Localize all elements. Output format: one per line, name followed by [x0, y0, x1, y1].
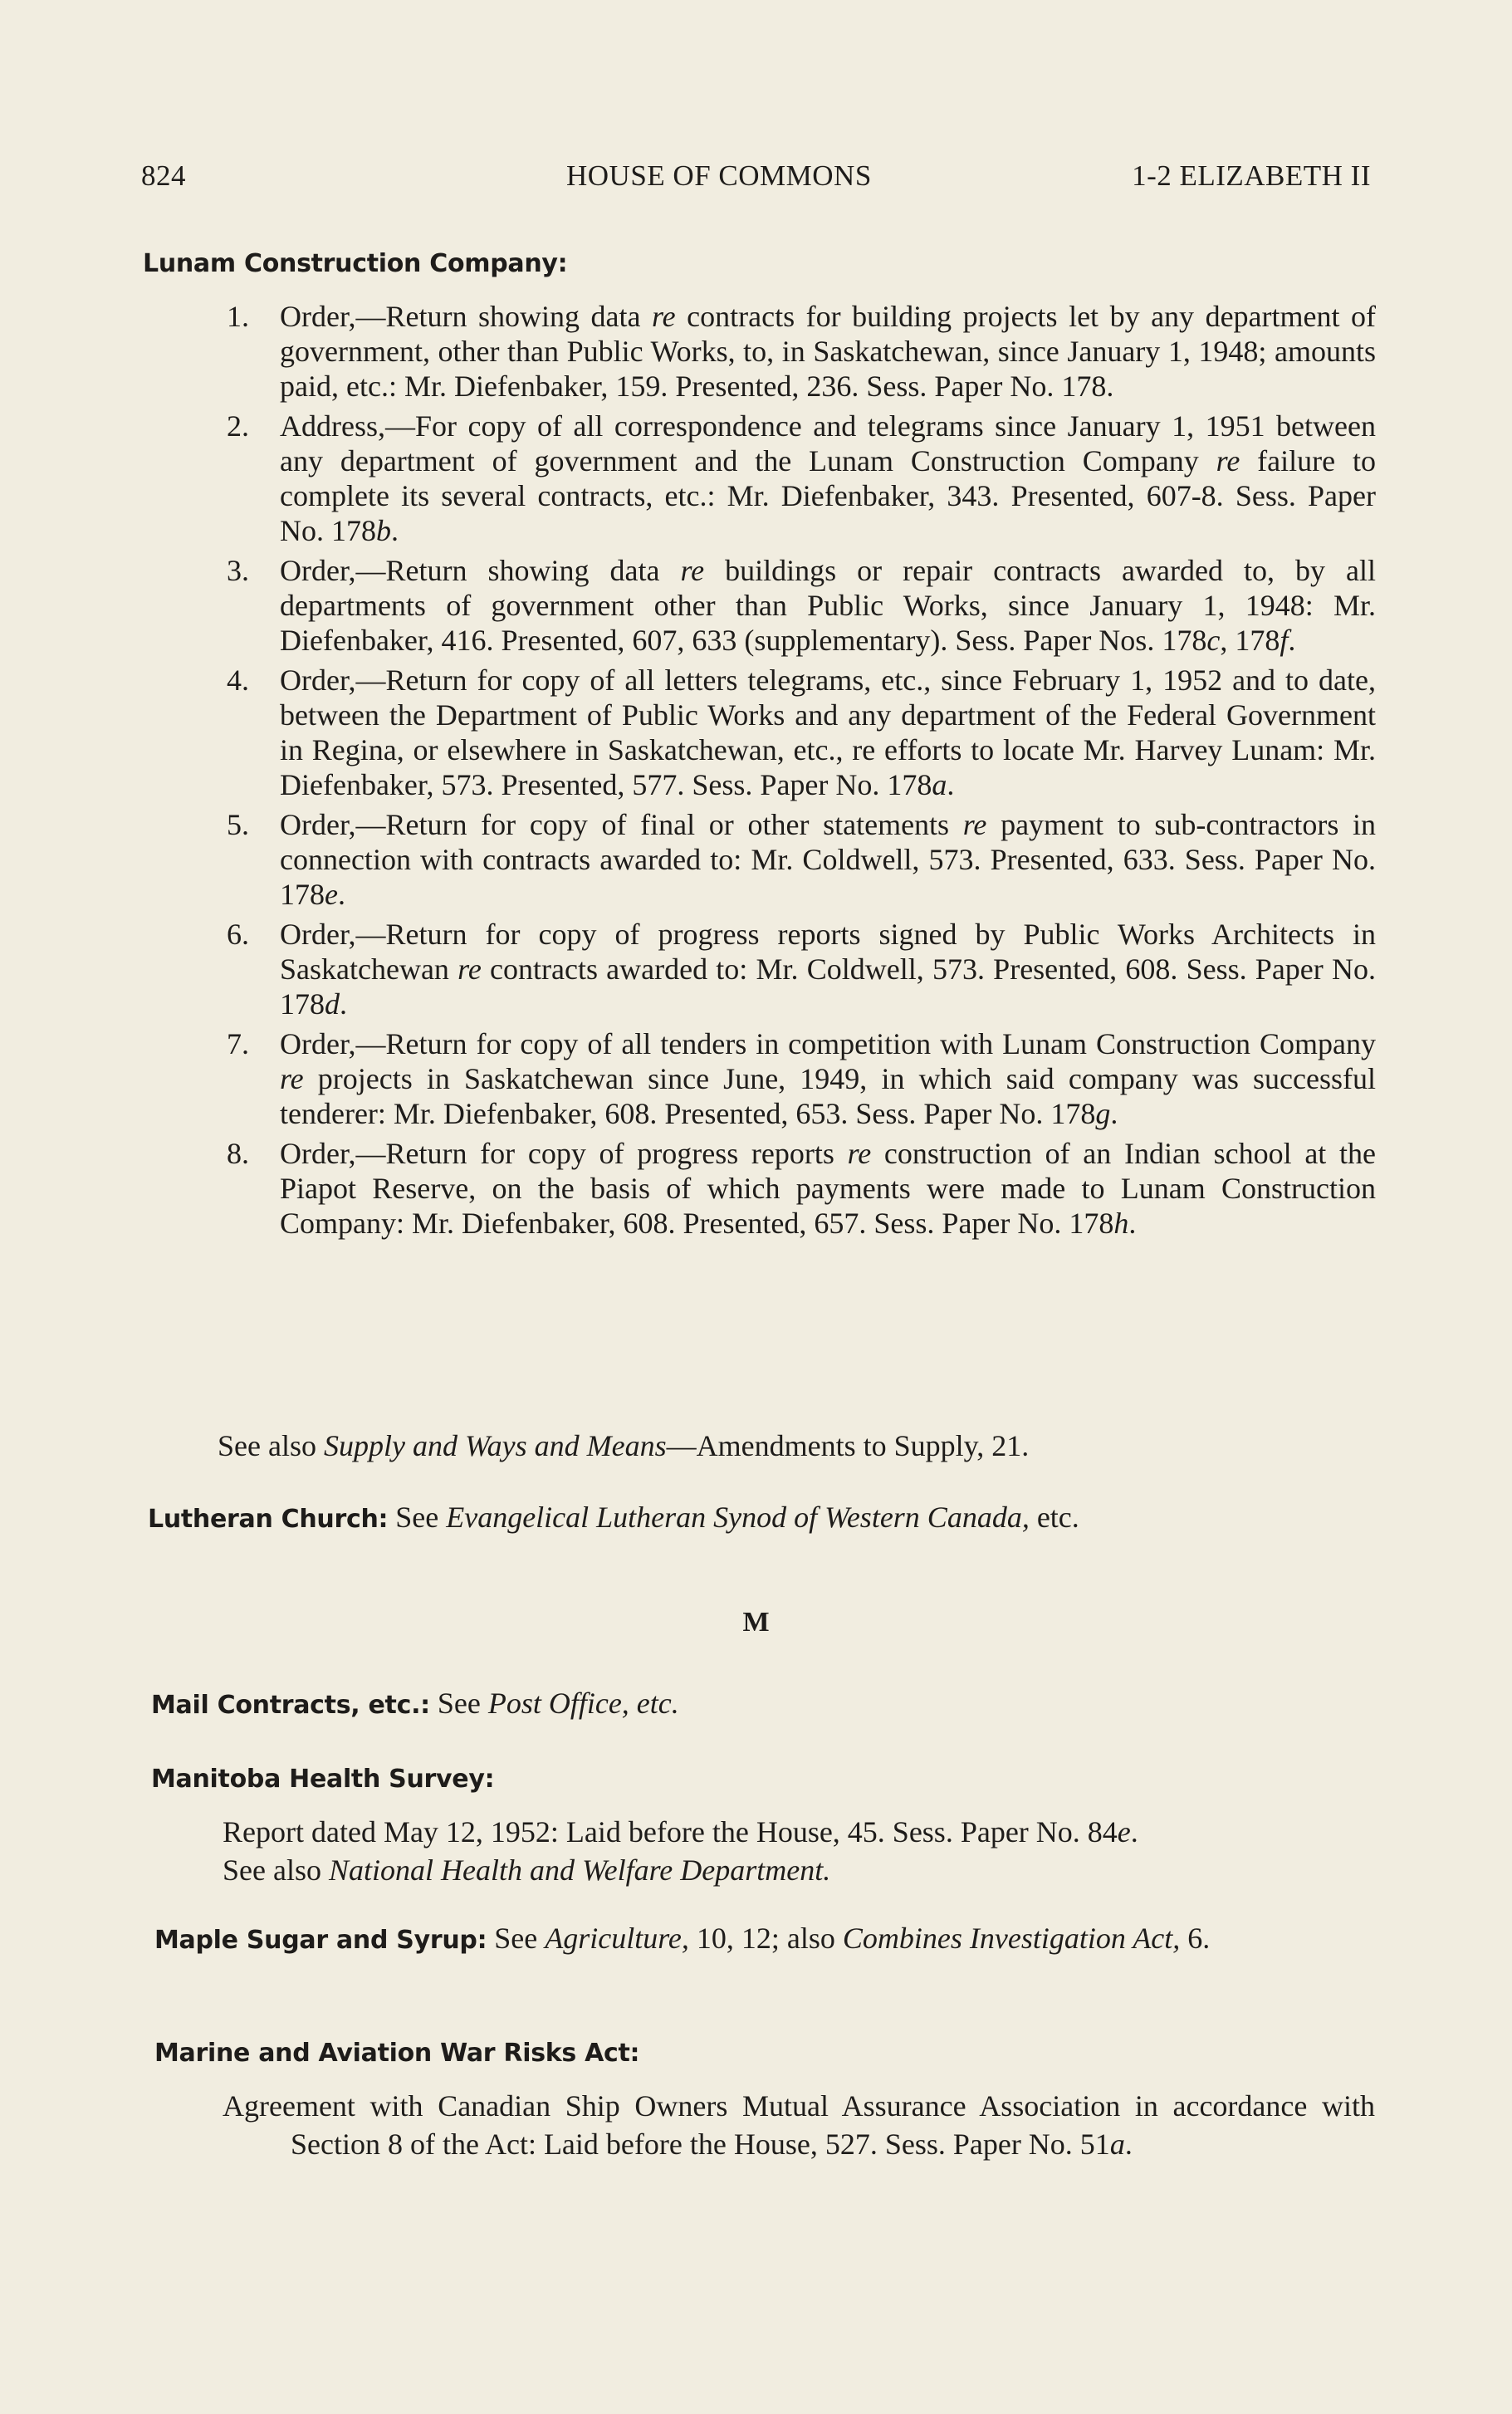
entry-number: 3.: [227, 554, 249, 587]
entry-7: 7. Order,—Return for copy of all tenders in competition with Lunam Construction Company re projects in Saskatchewan since June, 1949, in which said company was successful tenderer: Mr. Diefenbaker, 608. Presented, 653. Sess. Paper No. 178g.: [227, 1027, 1376, 1130]
manitoba-entry: Report dated May 12, 1952: Laid before the House, 45. Sess. Paper No. 84e. See also National Health and Welfare Department.: [223, 1815, 1138, 1887]
entry-number: 4.: [227, 663, 249, 697]
entry-number: 8.: [227, 1137, 249, 1170]
heading-manitoba: Manitoba Health Survey:: [151, 1765, 495, 1794]
page-number: 824: [141, 159, 186, 192]
maple-entry: Maple Sugar and Syrup: See Agriculture, 10, 12; also Combines Investigation Act, 6.: [154, 1922, 1211, 1955]
marine-entry: Agreement with Canadian Ship Owners Mutual Assurance Association in accordance with Section 8 of the Act: Laid before the House, 527. Sess. Paper No. 51a.: [223, 2089, 1375, 2161]
entry-6: 6. Order,—Return for copy of progress reports signed by Public Works Architects in Saskatchewan re contracts awarded to: Mr. Coldwell, 573. Presented, 608. Sess. Paper No. 178d.: [227, 918, 1376, 1021]
running-session: 1-2 ELIZABETH II: [1132, 159, 1371, 192]
entry-number: 7.: [227, 1027, 249, 1060]
section-letter: M: [742, 1607, 770, 1638]
entry-number: 1.: [227, 300, 249, 333]
entry-number: 6.: [227, 918, 249, 951]
lunam-entries: [203, 299, 1376, 1246]
heading-mail-contracts: Mail Contracts, etc.: See Post Office, etc.: [151, 1687, 679, 1720]
heading-lutheran: Lutheran Church: See Evangelical Lutheran Synod of Western Canada, etc.: [148, 1501, 1079, 1534]
entry-4: 4. Order,—Return for copy of all letters telegrams, etc., since February 1, 1952 and to date, between the Department of Public Works and any department of the Federal Government in Regina, or elsewhere in Saskatchewan, etc., re efforts to locate Mr. Harvey Lunam: Mr. Diefenbaker, 573. Presented, 577. Sess. Paper No. 178a.: [227, 663, 1376, 801]
entry-8: 8. Order,—Return for copy of progress reports re construction of an Indian school at the Piapot Reserve, on the basis of which payments were made to Lunam Construction Company: Mr. Diefenbaker, 608. Presented, 657. Sess. Paper No. 178h.: [227, 1137, 1376, 1240]
entry-number: 5.: [227, 808, 249, 841]
entry-2: 2. Address,—For copy of all correspondence and telegrams since January 1, 1951 between any department of government and the Lunam Construction Company re failure to complete its several contracts, etc.: Mr. Diefenbaker, 343. Presented, 607-8. Sess. Paper No. 178b.: [227, 409, 1376, 547]
entry-5: 5. Order,—Return for copy of final or other statements re payment to sub-contractors in connection with contracts awarded to: Mr. Coldwell, 573. Presented, 633. Sess. Paper No. 178e.: [227, 808, 1377, 911]
entry-1: 1. Order,—Return showing data re contracts for building projects let by any department of government, other than Public Works, to, in Saskatchewan, since January 1, 1948; amounts paid, etc.: Mr. Diefenbaker, 159. Presented, 236. Sess. Paper No. 178.: [227, 300, 1376, 403]
heading-maple: Maple Sugar and Syrup:: [154, 1926, 487, 1955]
lunam-see-also: See also Supply and Ways and Means—Amendments to Supply, 21.: [218, 1429, 1030, 1462]
entry-number: 2.: [227, 409, 249, 443]
heading-marine: Marine and Aviation War Risks Act:: [154, 2039, 640, 2068]
entry-3: 3. Order,—Return showing data re buildings or repair contracts awarded to, by all departments of government other than Public Works, since January 1, 1948: Mr. Diefenbaker, 416. Presented, 607, 633 (supplementary). Sess. Paper Nos. 178c, 178f.: [227, 554, 1376, 657]
running-title: HOUSE OF COMMONS: [566, 159, 872, 192]
heading-lunam: Lunam Construction Company:: [143, 249, 568, 278]
